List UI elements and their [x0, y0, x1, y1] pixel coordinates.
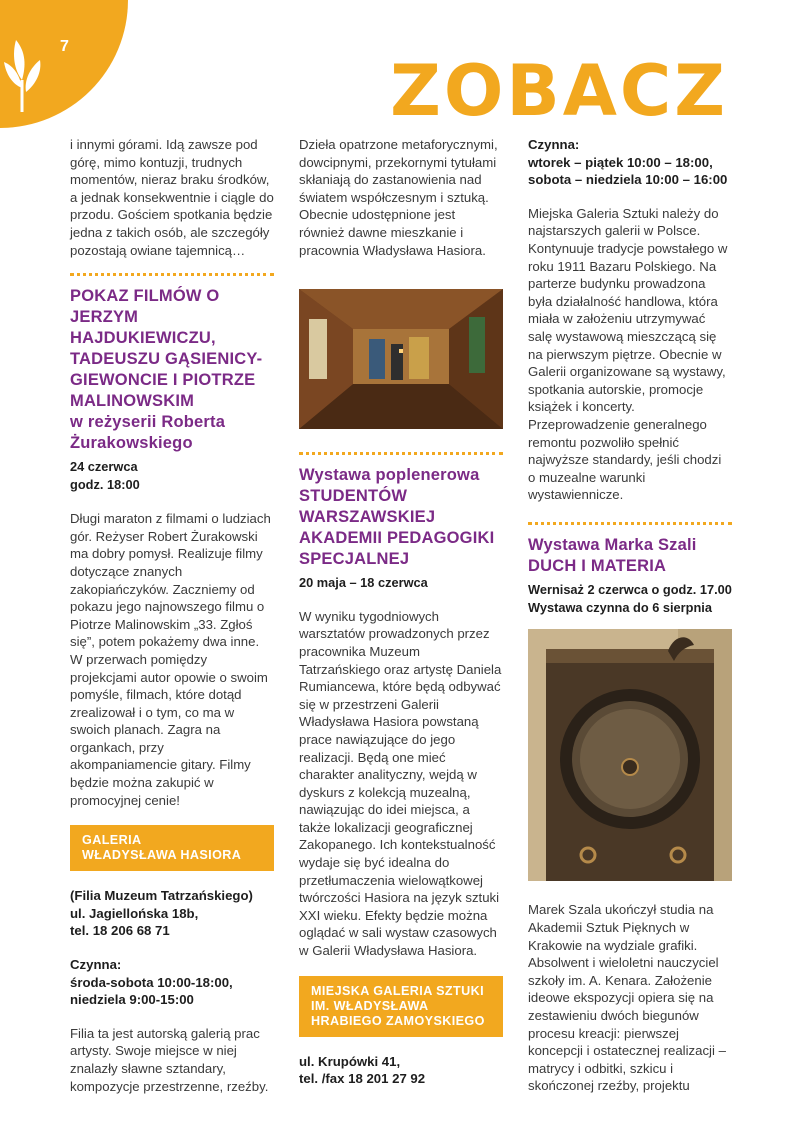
col1-time: godz. 18:00 — [70, 477, 140, 493]
col3-hours: wtorek – piątek 10:00 – 18:00, — [528, 154, 713, 170]
col3-body: Marek Szala ukończył studia na Akademii Sztuk Pięknych w Krakowie na wydziale grafiki. Absolwent i wieloletni nauczyciel szkoły im. A. Kenara. Założenie ideowe ekspozycji opiera się na zestawieniu dwóch biegunów procesu kreacji: pierwszej koncepcji i ostatecznej realizacji – matrycy i odbitki, szkicu i skończonej rzeźby, projektu — [528, 902, 726, 1094]
venue-box-zamoyski — [299, 976, 503, 1037]
col1-date: 24 czerwca — [70, 459, 138, 475]
col1-body: Długi maraton z filmami o ludziach gór. Reżyser Robert Żurakowski ma dobry pomysł. Realizuje filmy dotyczące znanych zakopiańczyków. Zaczniemy od pokazu jego najnowszego filmu o Piotrze Malinowskim „33. Zgłoś się”, potem pokażemy dwa inne. W przerwach pomiędzy projekcjami autor opowie o swoim pomyśle, filmach, które dotąd zrealizował i o tym, co ma w swoich planach. Zagra na organkach, przy akompaniamencie gitary. Filmy będzie można zakupić w promocyjnej cenie! — [70, 511, 271, 808]
col1-intro: i innymi górami. Idą zawsze pod górę, mimo kontuzji, trudnych momentów, nieraz braku środków, a jednak konsekwentnie i ciągle do przodu. Gościem spotkania będzie jedna z takich osób, ale szczegóły pozostają owiane tajemnicą… — [70, 137, 274, 258]
page-number: 7 — [60, 38, 69, 55]
dotted-divider — [70, 273, 274, 276]
venue-line: GALERIA — [82, 833, 142, 848]
col1-event-subtitle: w reżyserii Roberta Żurakowskiego — [70, 413, 226, 453]
col2-event-title-intro: Wystawa poplenerowa — [299, 465, 480, 484]
col2-dates: 20 maja – 18 czerwca — [299, 574, 428, 590]
col3-event-title: DUCH I MATERIA — [528, 556, 667, 575]
col1-address: (Filia Muzeum Tatrzańskiego) — [70, 888, 253, 904]
column-3 — [528, 136, 732, 1095]
gallery-interior-photo — [299, 289, 503, 429]
venue-line: MIEJSKA GALERIA SZTUKI — [311, 983, 484, 998]
dotted-divider — [528, 522, 732, 525]
col3-opening: Wernisaż 2 czerwca o godz. 17.00 — [528, 581, 732, 597]
col3-open-until: Wystawa czynna do 6 sierpnia — [528, 599, 712, 615]
col1-event-title: POKAZ FILMÓW O JERZYM HAJDUKIEWICZU, TADEUSZU GĄSIENICY-GIEWONCIE I PIOTRZE MALINOWSKIM — [70, 287, 263, 411]
col2-intro: Dzieła opatrzone metaforycznymi, dowcipnymi, przekornymi tytułami skłaniają do zastanowienia nad światem współczesnym i sztuką. Obecnie udostępnione jest również dawne mieszkanie i pracownia Władysława Hasiora. — [299, 137, 498, 258]
col3-event-title-intro: Wystawa Marka Szali — [528, 535, 697, 554]
sculpture-photo — [528, 629, 732, 881]
page-headline: ZOBACZ — [390, 50, 728, 132]
column-1 — [70, 136, 274, 1095]
venue-line: HRABIEGO ZAMOYSKIEGO — [311, 1013, 485, 1028]
dotted-divider — [299, 452, 503, 455]
venue-line: IM. WŁADYSŁAWA — [311, 998, 429, 1013]
col1-hours: środa-sobota 10:00-18:00, — [70, 974, 233, 990]
col2-address: ul. Krupówki 41, — [299, 1053, 401, 1069]
corner-leaf-emblem — [0, 0, 128, 128]
col2-phone: tel. /fax 18 201 27 92 — [299, 1071, 426, 1087]
col2-body: W wyniku tygodniowych warsztatów prowadzonych przez pracownika Muzeum Tatrzańskiego oraz artystę Daniela Rumiancewa, które będą odbywać się w przestrzeni Galerii Władysława Hasiora powstaną prace nawiązujące do jego realizacji. Będą one mieć charakter analityczny, wejdą w dyskurs z kolekcją muzealną, nawiązując do idei miejsca, a także lokalizacji geograficznej Zakopanego. Ich kontekstualność wydaje się być idealna do przetłumaczenia wielowątkowej twórczości Hasiora na język sztuki XXI wieku. Efekty będzie można oglądać w sali wystaw czasowych w Galerii Władysława Hasiora. — [299, 608, 502, 959]
col3-hours: sobota – niedziela 10:00 – 16:00 — [528, 172, 728, 188]
col3-hours-label: Czynna: — [528, 137, 580, 152]
col1-hours: niedziela 9:00-15:00 — [70, 992, 194, 1008]
col1-hours-label: Czynna: — [70, 957, 122, 973]
col1-address: ul. Jagiellońska 18b, — [70, 905, 199, 921]
col2-event-title: STUDENTÓW WARSZAWSKIEJ AKADEMII PEDAGOGIKI SPECJALNEJ — [299, 486, 495, 568]
column-2 — [299, 136, 503, 1088]
col3-intro: Miejska Galeria Sztuki należy do najstarszych galerii w Polsce. Kontynuuje tradycje powstałego w roku 1911 Bazaru Polskiego. Na parterze budynku prowadzona była działalność handlowa, która miała w założeniu utrzymywać salę wystawową mieszczącą się na pierwszym piętrze. Obecnie w Galerii organizowane są wystawy, spotkania autorskie, promocje książek i koncerty. Przeprowadzenie generalnego remontu pozwoliło spełnić najwyższe standardy, jeśli chodzi o muzealne warunki wystawiennicze. — [528, 205, 728, 503]
venue-box-hasior — [70, 825, 274, 871]
col1-outro: Filia ta jest autorską galerią prac artysty. Swoje miejsce w niej znalazły sławne sztandary, kompozycje przestrzenne, rzeźby. — [70, 1025, 269, 1094]
venue-line: WŁADYSŁAWA HASIORA — [82, 848, 242, 863]
col1-phone: tel. 18 206 68 71 — [70, 923, 170, 939]
